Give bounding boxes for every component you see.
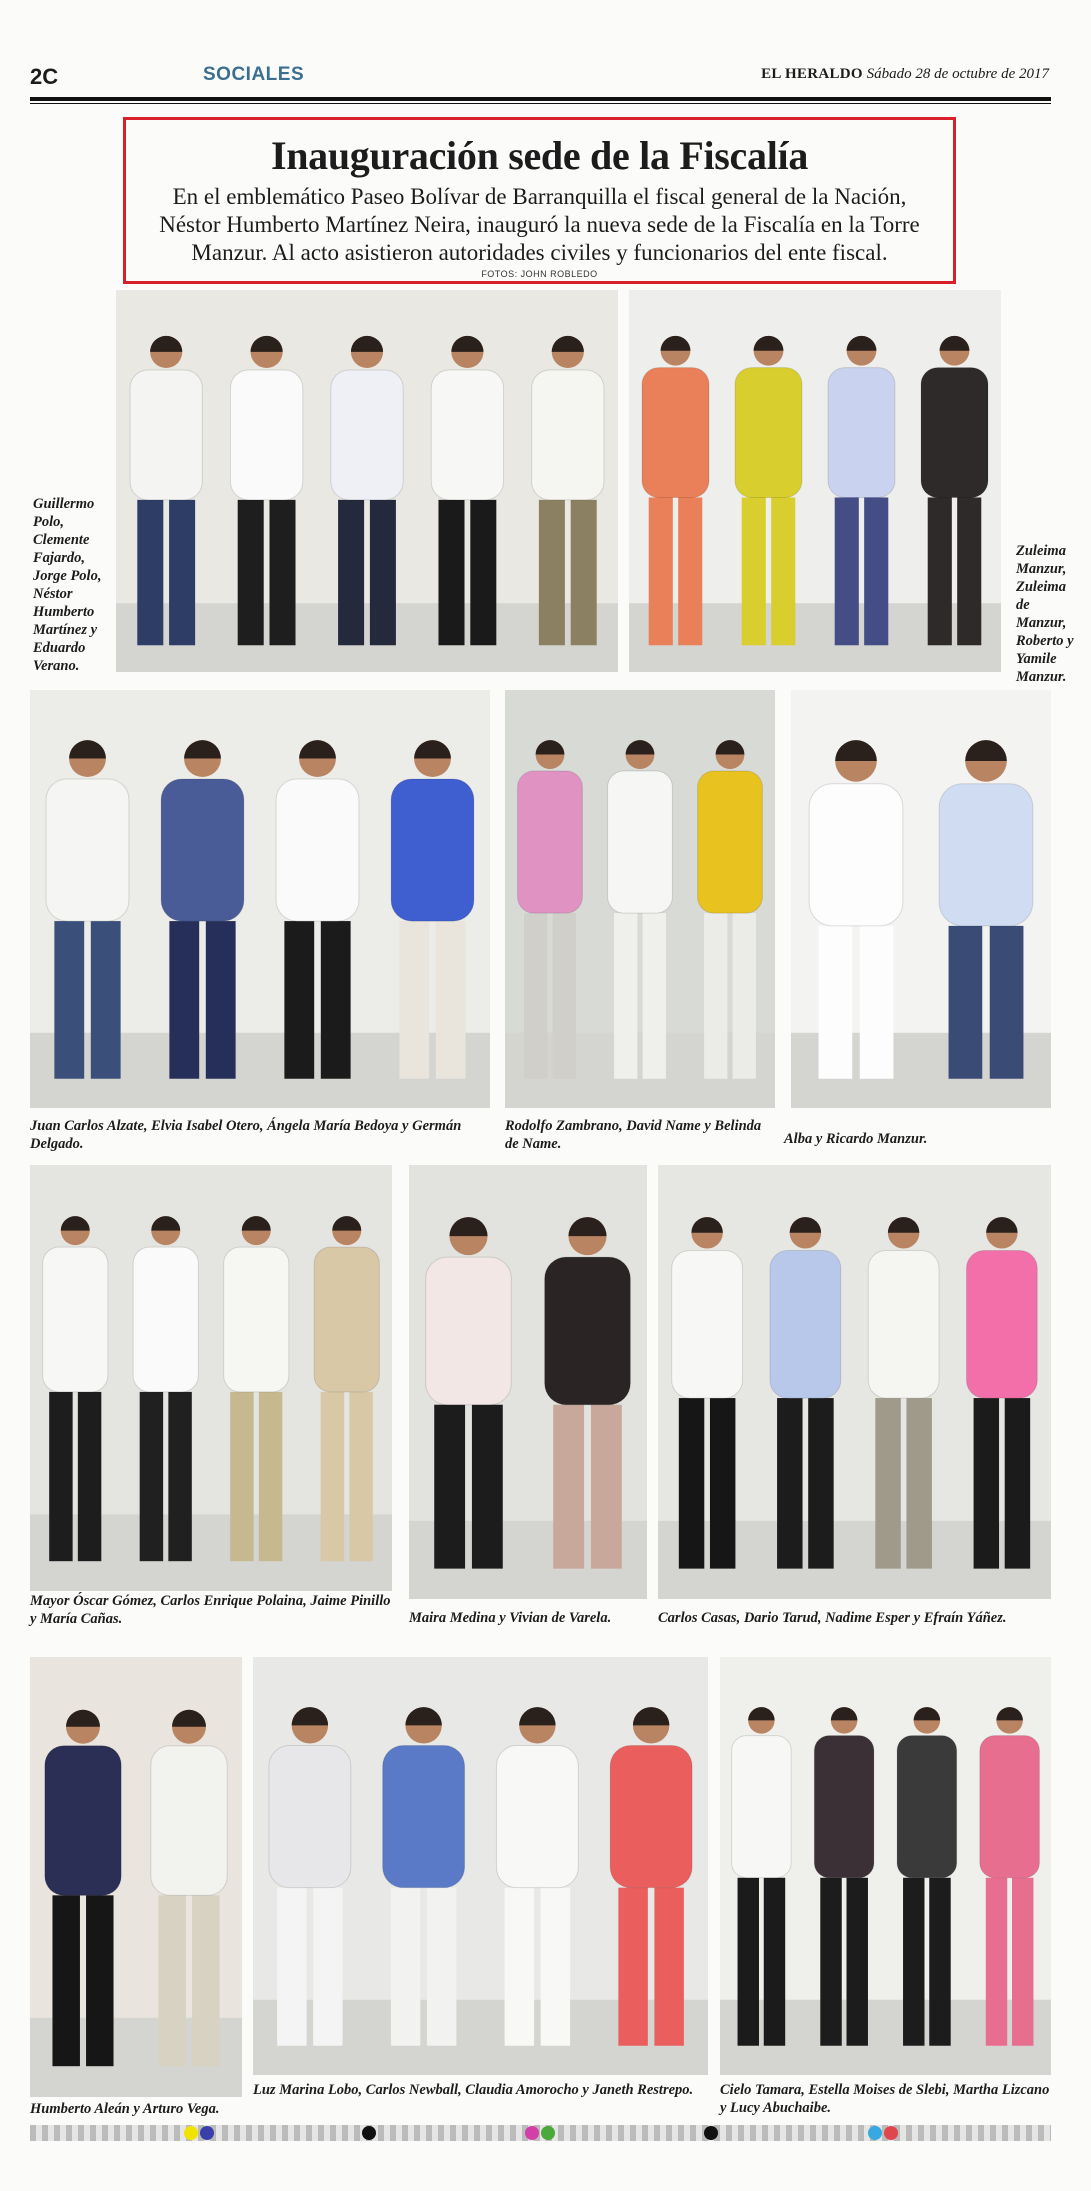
photo-illustration <box>30 690 490 1108</box>
photo-illustration <box>30 1165 392 1591</box>
registration-dot-green <box>541 2126 555 2140</box>
caption-group-8: Carlos Casas, Dario Tarud, Nadime Esper y Efraín Yáñez. <box>658 1610 1007 1626</box>
photo-group-1 <box>116 290 618 672</box>
section-name: SOCIALES <box>203 64 305 85</box>
header-rule-thin <box>30 103 1051 104</box>
paper-name: EL HERALDO <box>761 66 863 82</box>
photo-illustration <box>791 690 1051 1108</box>
photo-group-10 <box>253 1657 708 2075</box>
article-title-box <box>123 117 956 284</box>
masthead <box>761 66 1049 83</box>
photo-group-3 <box>30 690 490 1108</box>
registration-dot-black-2 <box>704 2126 718 2140</box>
photo-illustration <box>253 1657 708 2075</box>
caption-group-5: Alba y Ricardo Manzur. <box>784 1131 928 1147</box>
photo-illustration <box>116 290 618 672</box>
caption-group-3: Juan Carlos Alzate, Elvia Isabel Otero, Ángela María Bedoya y Germán Delgado. <box>30 1118 462 1152</box>
page-number: 2C <box>30 64 59 89</box>
photo-group-2 <box>629 290 1001 672</box>
photo-credit: FOTOS: JOHN ROBLEDO <box>481 269 598 279</box>
caption-group-2: Zuleima Manzur, Zuleima de Manzur, Roberto y Yamile Manzur. <box>1016 543 1074 685</box>
photo-illustration <box>30 1657 242 2097</box>
registration-dot-yellow <box>184 2126 198 2140</box>
registration-dot-magenta <box>525 2126 539 2140</box>
issue-date: Sábado 28 de octubre de 2017 <box>866 66 1049 82</box>
photo-group-7 <box>409 1165 647 1599</box>
photo-illustration <box>505 690 775 1108</box>
caption-group-1: Guillermo Polo, Clemente Fajardo, Jorge Polo, Néstor Humberto Martínez y Eduardo Verano. <box>33 496 102 674</box>
article-title: Inauguración sede de la Fiscalía <box>270 133 809 178</box>
photo-group-5 <box>791 690 1051 1108</box>
photo-group-8 <box>658 1165 1051 1599</box>
photo-illustration <box>629 290 1001 672</box>
photo-illustration <box>720 1657 1051 2075</box>
caption-group-9: Humberto Aleán y Arturo Vega. <box>30 2101 220 2117</box>
article-intro: En el emblemático Paseo Bolívar de Barranquilla el fiscal general de la Nación, Néstor Humberto Martínez Neira, inauguró la nueva sede de la Fiscalía en la Torre Manzur. Al acto asistieron autoridades civiles y funcionarios del ente fiscal. <box>159 184 920 265</box>
photo-group-6 <box>30 1165 392 1591</box>
photo-group-11 <box>720 1657 1051 2075</box>
photo-illustration <box>409 1165 647 1599</box>
caption-group-6: Mayor Óscar Gómez, Carlos Enrique Polaina, Jaime Pinillo y María Cañas. <box>30 1593 391 1627</box>
photo-group-9 <box>30 1657 242 2097</box>
photo-group-4 <box>505 690 775 1108</box>
registration-dot-red <box>884 2126 898 2140</box>
registration-dot-cyan <box>868 2126 882 2140</box>
caption-group-7: Maira Medina y Vivian de Varela. <box>409 1610 612 1626</box>
header-rule <box>30 97 1051 101</box>
photo-illustration <box>658 1165 1051 1599</box>
caption-group-10: Luz Marina Lobo, Carlos Newball, Claudia Amorocho y Janeth Restrepo. <box>253 2082 694 2098</box>
caption-group-11: Cielo Tamara, Estella Moises de Slebi, Martha Lizcano y Lucy Abuchaibe. <box>720 2082 1050 2116</box>
registration-dot-black <box>362 2126 376 2140</box>
registration-dot-blue <box>200 2126 214 2140</box>
caption-group-4: Rodolfo Zambrano, David Name y Belinda de Name. <box>505 1118 762 1152</box>
